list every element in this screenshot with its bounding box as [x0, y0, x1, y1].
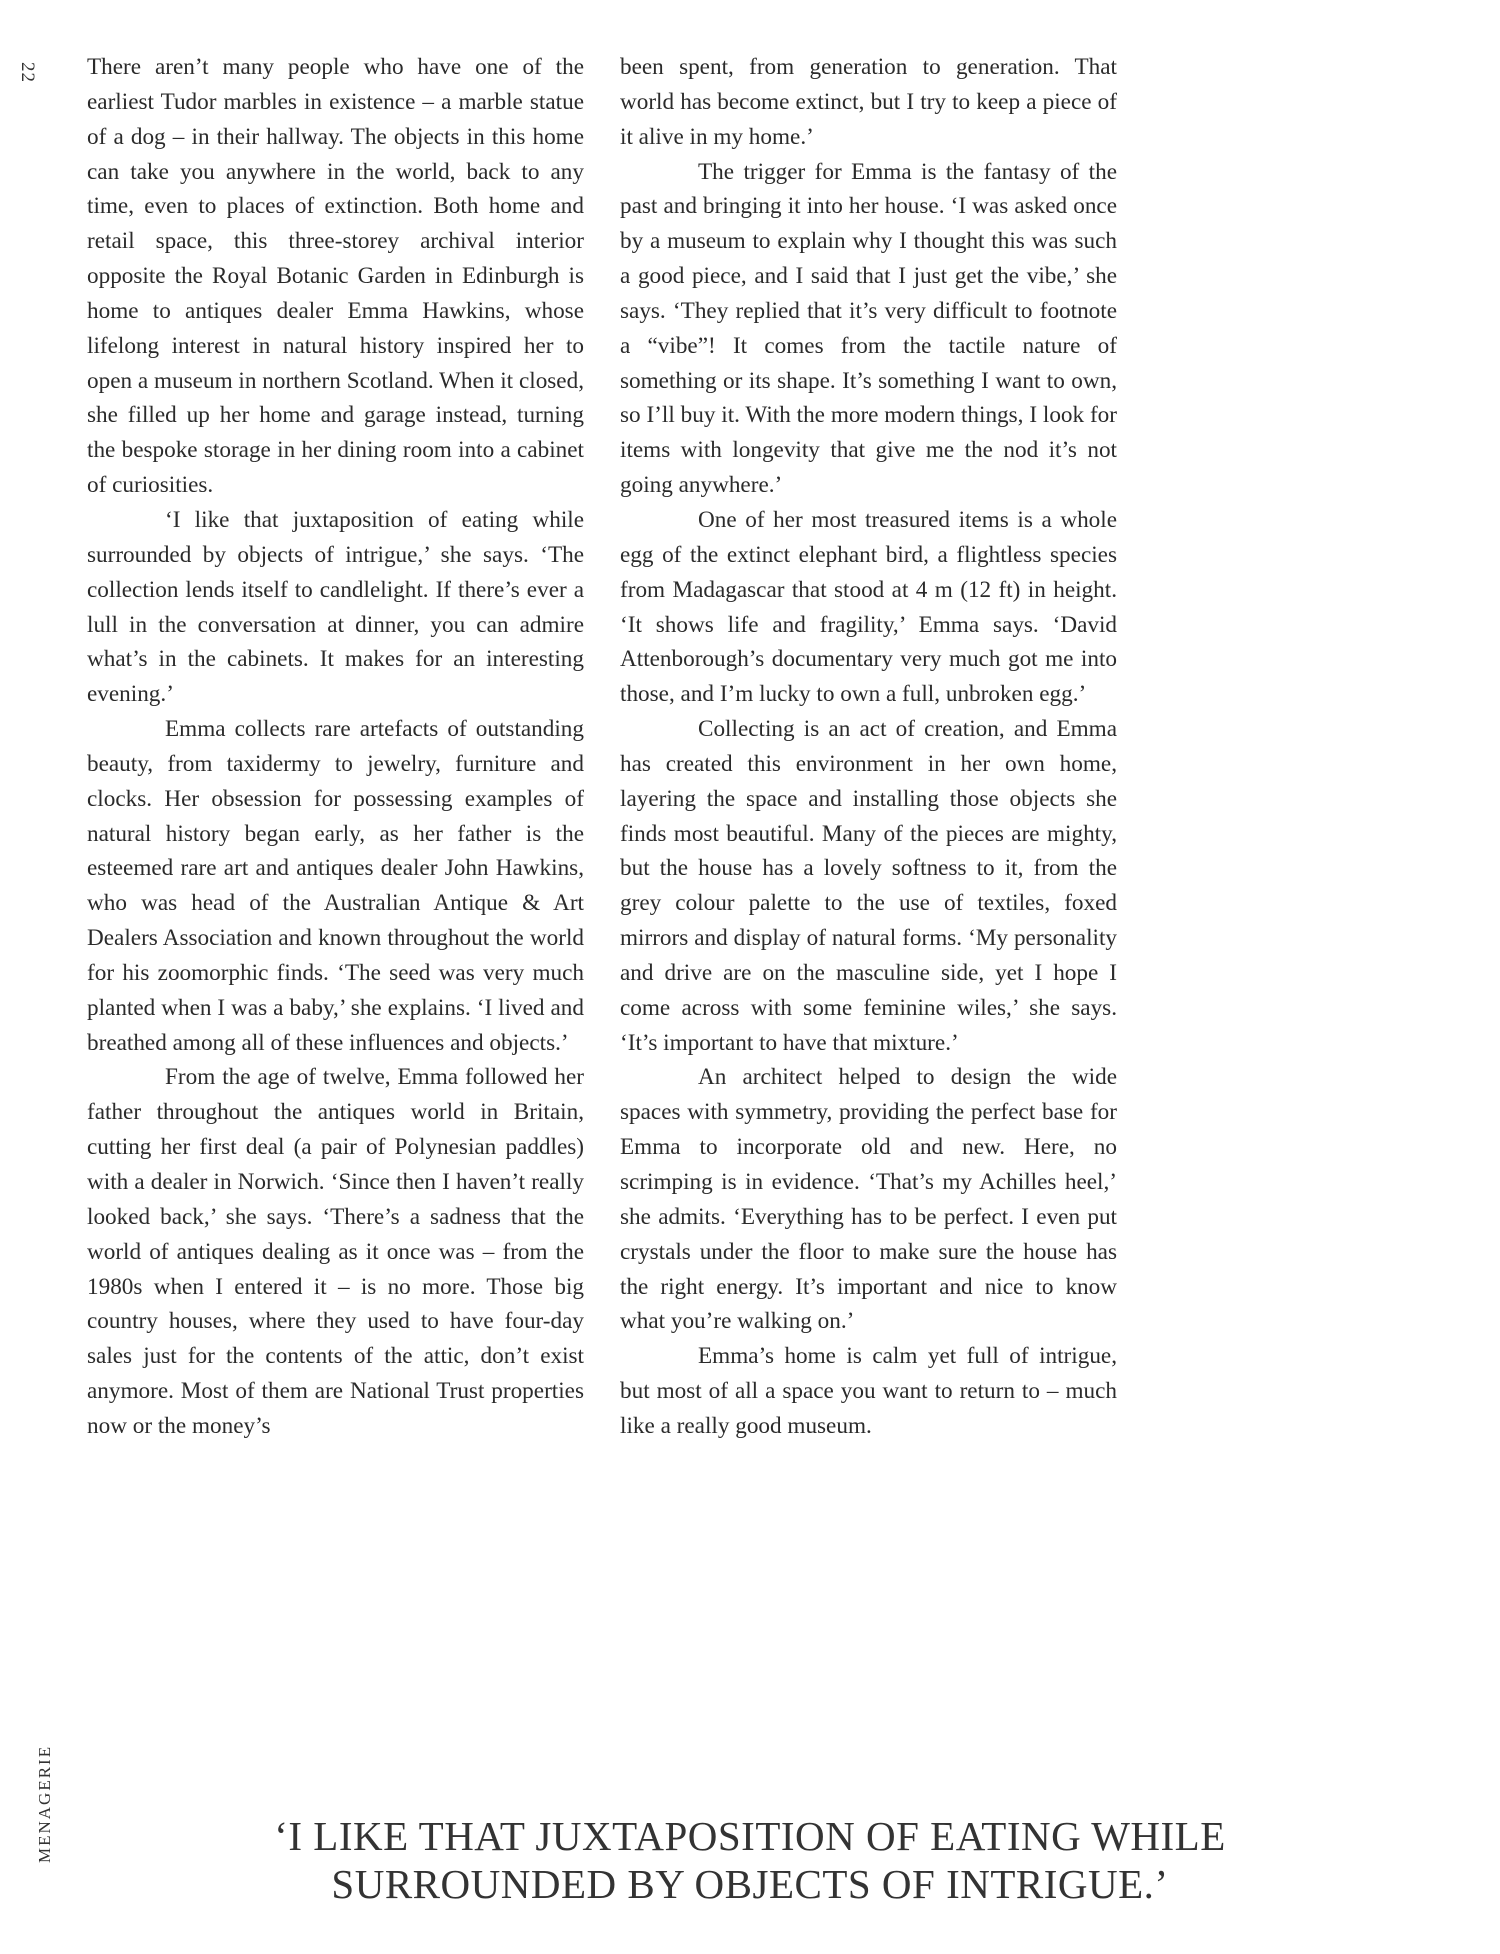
article-column-right	[620, 50, 1117, 1444]
paragraph: Collecting is an act of creation, and Emma has created this environment in her own home, layering the space and installing those objects she finds most beautiful. Many of the pieces are mighty, but the house has a lovely softness to it, from the grey colour palette to the use of textiles, foxed mirrors and display of natural forms. ‘My personality and drive are on the masculine side, yet I hope I come across with some feminine wiles,’ she says. ‘It’s important to have that mixture.’	[620, 716, 1117, 1056]
running-head: MENAGERIE	[35, 1744, 54, 1863]
paragraph: From the age of twelve, Emma followed her father throughout the antiques world in Britain, cutting her first deal (a pair of Polynesian paddles) with a dealer in Norwich. ‘Since then I haven’t really looked back,’ she says. ‘There’s a sadness that the world of antiques dealing as it once was – from the 1980s when I entered it – is no more. Those big country houses, where they used to have four-day sales just for the contents of the attic, don’t exist anymore. Most of them are National Trust properties now or the money’s	[87, 1064, 584, 1439]
paragraph: An architect helped to design the wide spaces with symmetry, providing the perfect base for Emma to incorporate old and new. Here, no scrimping is in evidence. ‘That’s my Achilles heel,’ she admits. ‘Everything has to be perfect. I even put crystals under the floor to make sure the house has the right energy. It’s important and nice to know what you’re walking on.’	[620, 1064, 1117, 1335]
article-column-left	[87, 50, 584, 1444]
page-number: 22	[17, 62, 38, 83]
pull-quote	[180, 1812, 1320, 1908]
paragraph: The trigger for Emma is the fantasy of the past and bringing it into her house. ‘I was asked once by a museum to explain why I thought this was such a good piece, and I said that I just get the vibe,’ she says. ‘They replied that it’s very difficult to footnote a “vibe”! It comes from the tactile nature of something or its shape. It’s something I want to own, so I’ll buy it. With the more modern things, I look for items with longevity that give me the nod it’s not going anywhere.’	[620, 158, 1117, 499]
paragraph: been spent, from generation to generation. That world has become extinct, but I try to keep a piece of it alive in my home.’	[620, 54, 1117, 150]
paragraph: ‘I like that juxtaposition of eating while surrounded by objects of intrigue,’ she says. ‘The collection lends itself to candlelight. If there’s ever a lull in the conversation at dinner, you can admire what’s in the cabinets. It makes for an interesting evening.’	[87, 506, 584, 708]
pull-quote-line: SURROUNDED BY OBJECTS OF INTRIGUE.’	[331, 1861, 1169, 1907]
pull-quote-line: ‘I LIKE THAT JUXTAPOSITION OF EATING WHILE	[274, 1813, 1226, 1859]
paragraph: Emma collects rare artefacts of outstanding beauty, from taxidermy to jewelry, furniture and clocks. Her obsession for possessing examples of natural history began early, as her father is the esteemed rare art and antiques dealer John Hawkins, who was head of the Australian Antique & Art Dealers Association and known throughout the world for his zoomorphic finds. ‘The seed was very much planted when I was a baby,’ she explains. ‘I lived and breathed among all of these influences and objects.’	[87, 716, 584, 1056]
paragraph: There aren’t many people who have one of the earliest Tudor marbles in existence – a marble statue of a dog – in their hallway. The objects in this home can take you anywhere in the world, back to any time, even to places of extinction. Both home and retail space, this three-storey archival interior opposite the Royal Botanic Garden in Edinburgh is home to antiques dealer Emma Hawkins, whose lifelong interest in natural history inspired her to open a museum in northern Scotland. When it closed, she filled up her home and garage instead, turning the bespoke storage in her dining room into a cabinet of curiosities.	[87, 54, 584, 499]
paragraph: One of her most treasured items is a whole egg of the extinct elephant bird, a flightless species from Madagascar that stood at 4 m (12 ft) in height. ‘It shows life and fragility,’ Emma says. ‘David Attenborough’s documentary very much got me into those, and I’m lucky to own a full, unbroken egg.’	[620, 506, 1117, 708]
paragraph: Emma’s home is calm yet full of intrigue, but most of all a space you want to return to – much like a really good museum.	[620, 1343, 1117, 1439]
